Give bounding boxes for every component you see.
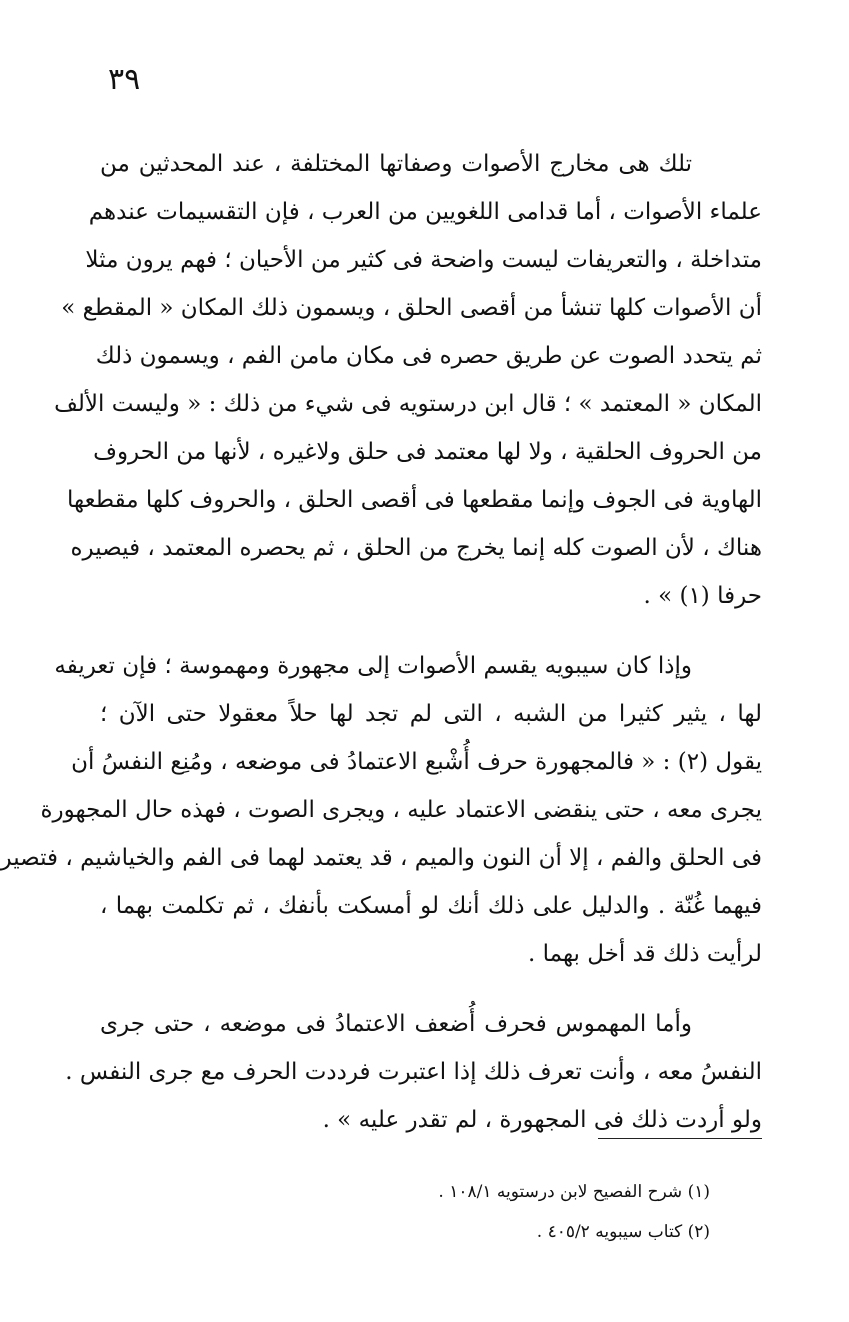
text-line: الهاوية فى الجوف وإنما مقطعها فى أقصى الحلق ، والحروف كلها مقطعها <box>67 487 762 513</box>
body-text <box>0 140 762 1144</box>
text-line: هناك ، لأن الصوت كله إنما يخرج من الحلق ، ثم يحصره المعتمد ، فيصيره <box>70 535 762 561</box>
page-number: ٣٩ <box>108 62 141 97</box>
text-line: متداخلة ، والتعريفات ليست واضحة فى كثير من الأحيان ؛ فهم يرون مثلا <box>85 247 762 273</box>
paragraph-3 <box>65 1000 762 1144</box>
text-line: ثم يتحدد الصوت عن طريق حصره فى مكان مامن الفم ، ويسمون ذلك <box>95 343 762 369</box>
text-line: تلك هى مخارج الأصوات وصفاتها المختلفة ، عند المحدثين من <box>100 151 692 177</box>
text-line: ولو أردت ذلك فى المجهورة ، لم تقدر عليه » . <box>322 1107 762 1133</box>
footnotes <box>360 1172 710 1252</box>
text-line: لرأيت ذلك قد أخل بهما . <box>528 941 762 967</box>
text-line: فى الحلق والفم ، إلا أن النون والميم ، قد يعتمد لهما فى الفم والخياشيم ، فتصير <box>0 845 762 871</box>
footnote: (١) شرح الفصيح لابن درستويه ١٠٨/١ . <box>438 1182 710 1202</box>
text-line: حرفا (١) » . <box>643 583 762 609</box>
text-line: أن الأصوات كلها تنشأ من أقصى الحلق ، ويسمون ذلك المكان « المقطع » <box>61 295 762 321</box>
text-line: وإذا كان سيبويه يقسم الأصوات إلى مجهورة ومهموسة ؛ فإن تعريفه <box>54 653 692 679</box>
text-line: يجرى معه ، حتى ينقضى الاعتماد عليه ، ويجرى الصوت ، فهذه حال المجهورة <box>40 797 762 823</box>
footnote-separator <box>598 1138 762 1139</box>
paragraph-2 <box>0 642 762 978</box>
text-line: وأما المهموس فحرف أُضعف الاعتمادُ فى موضعه ، حتى جرى <box>100 1011 692 1037</box>
paragraph-spacer <box>100 978 762 1000</box>
text-line: المكان « المعتمد » ؛ قال ابن درستويه فى شيء من ذلك : « وليست الألف <box>54 391 762 417</box>
paragraph-spacer <box>100 620 762 642</box>
footnote: (٢) كتاب سيبويه ٤٠٥/٢ . <box>536 1222 710 1242</box>
text-line: علماء الأصوات ، أما قدامى اللغويين من العرب ، فإن التقسيمات عندهم <box>88 199 762 225</box>
text-line: لها ، يثير كثيرا من الشبه ، التى لم تجد لها حلاً معقولا حتى الآن ؛ <box>100 701 762 727</box>
text-line: يقول (٢) : « فالمجهورة حرف أُشْبع الاعتمادُ فى موضعه ، ومُنِع النفسُ أن <box>71 749 762 775</box>
text-line: من الحروف الحلقية ، ولا لها معتمد فى حلق ولاغيره ، لأنها من الحروف <box>93 439 762 465</box>
text-line: النفسُ معه ، وأنت تعرف ذلك إذا اعتبرت فرددت الحرف مع جرى النفس . <box>65 1059 762 1085</box>
paragraph-1 <box>54 140 762 620</box>
text-line: فيهما غُنّة . والدليل على ذلك أنك لو أمسكت بأنفك ، ثم تكلمت بهما ، <box>100 893 762 919</box>
